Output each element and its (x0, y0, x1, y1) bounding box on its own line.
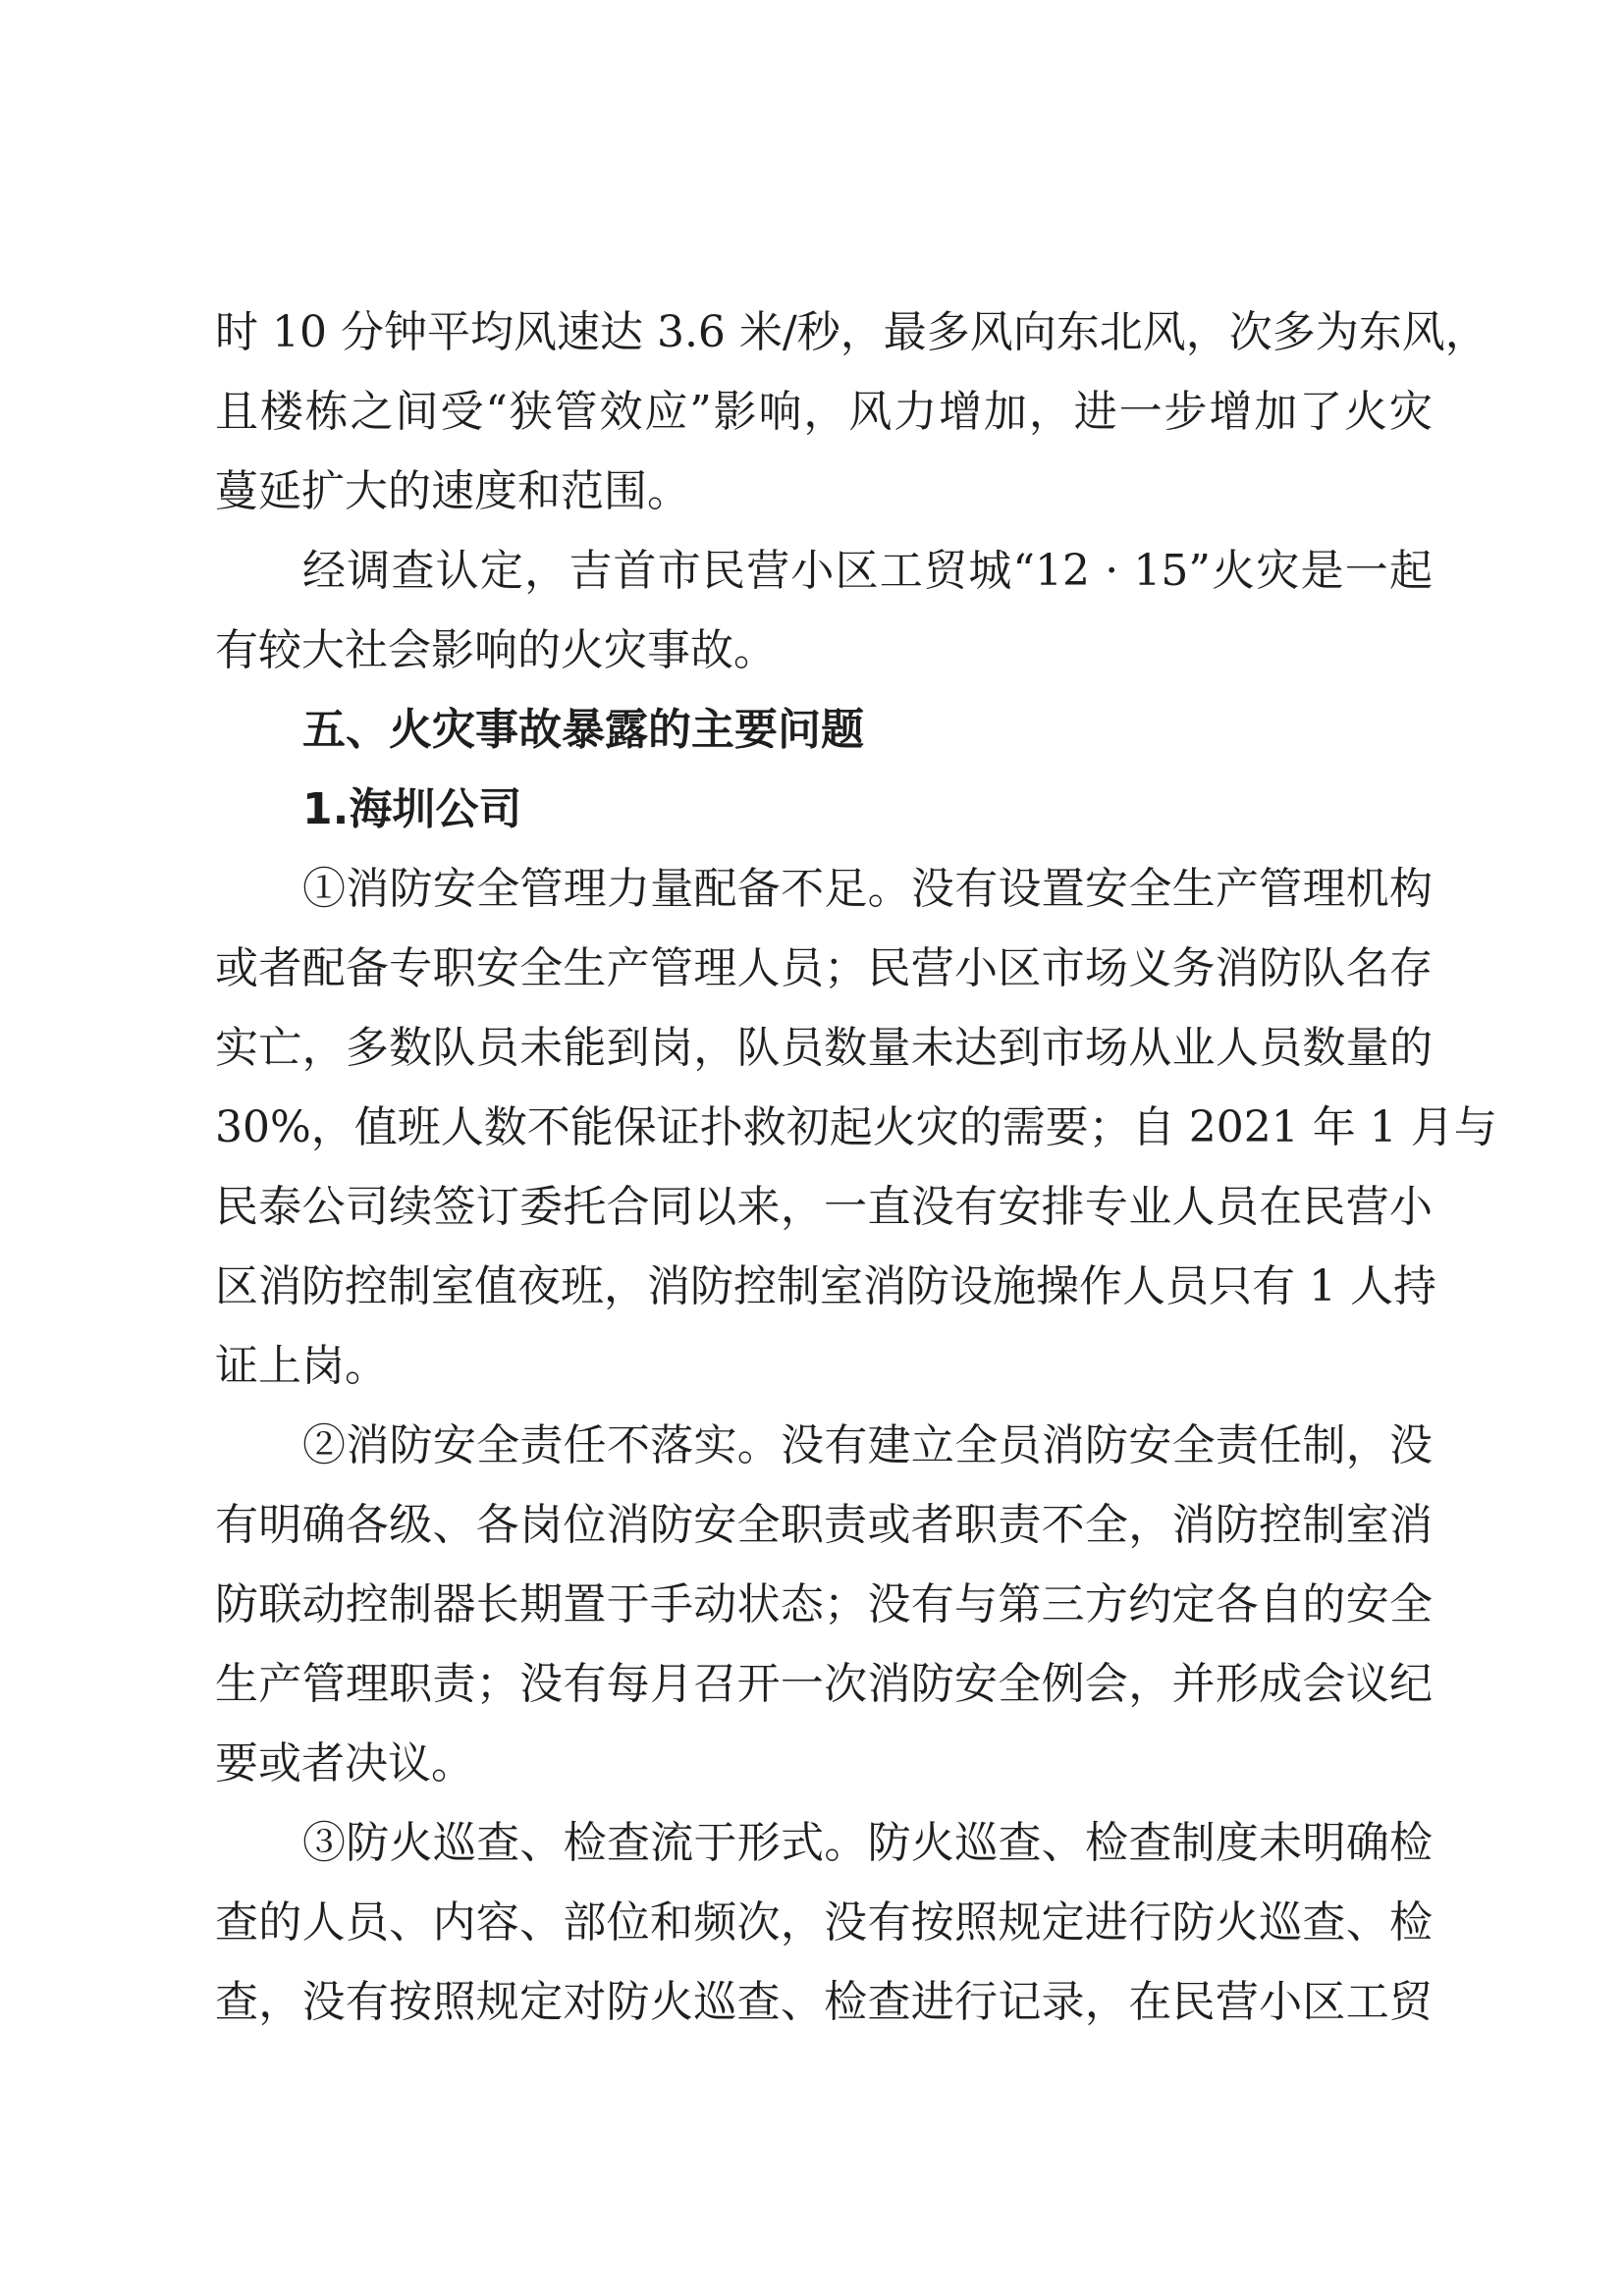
para1-line-1: 时 10 分钟平均风速达 3.6 米/秒，最多风向东北风，次多为东风， (215, 307, 1489, 357)
item2-line-1: ②消防安全责任不落实。没有建立全员消防安全责任制，没 (302, 1420, 1433, 1470)
item3-line-2: 查的人员、内容、部位和频次，没有按照规定进行防火巡查、检 (215, 1897, 1433, 1948)
item1-line-4: 30%，值班人数不能保证扑救初起火灾的需要；自 2021 年 1 月与 (215, 1102, 1497, 1152)
item3-line-3: 查，没有按照规定对防火巡查、检查进行记录，在民营小区工贸 (215, 1977, 1433, 2027)
item1-line-3: 实亡，多数队员未能到岗，队员数量未达到市场从业人员数量的 (215, 1023, 1433, 1073)
subsection-heading: 1.海圳公司 (302, 784, 522, 834)
item2-line-2: 有明确各级、各岗位消防安全职责或者职责不全，消防控制室消 (215, 1500, 1433, 1550)
para1-line-3: 蔓延扩大的速度和范围。 (215, 466, 690, 516)
item2-line-4: 生产管理职责；没有每月召开一次消防安全例会，并形成会议纪 (215, 1659, 1433, 1709)
para1-line-2: 且楼栋之间受“狭管效应”影响，风力增加，进一步增加了火灾 (215, 387, 1433, 437)
para2-line-2: 有较大社会影响的火灾事故。 (215, 625, 777, 675)
item1-line-7: 证上岗。 (215, 1341, 388, 1391)
item1-line-5: 民泰公司续签订委托合同以来，一直没有安排专业人员在民营小 (215, 1182, 1433, 1232)
item3-line-1: ③防火巡查、检查流于形式。防火巡查、检查制度未明确检 (302, 1818, 1433, 1868)
item2-line-5: 要或者决议。 (215, 1738, 474, 1789)
para2-line-1: 经调查认定，吉首市民营小区工贸城“12 · 15”火灾是一起 (302, 546, 1433, 596)
item2-line-3: 防联动控制器长期置于手动状态；没有与第三方约定各自的安全 (215, 1579, 1433, 1629)
item1-line-2: 或者配备专职安全生产管理人员；民营小区市场义务消防队名存 (215, 943, 1433, 993)
section-heading: 五、火灾事故暴露的主要问题 (302, 705, 864, 755)
item1-line-1: ①消防安全管理力量配备不足。没有设置安全生产管理机构 (302, 864, 1433, 914)
item1-line-6: 区消防控制室值夜班，消防控制室消防设施操作人员只有 1 人持 (215, 1261, 1436, 1311)
